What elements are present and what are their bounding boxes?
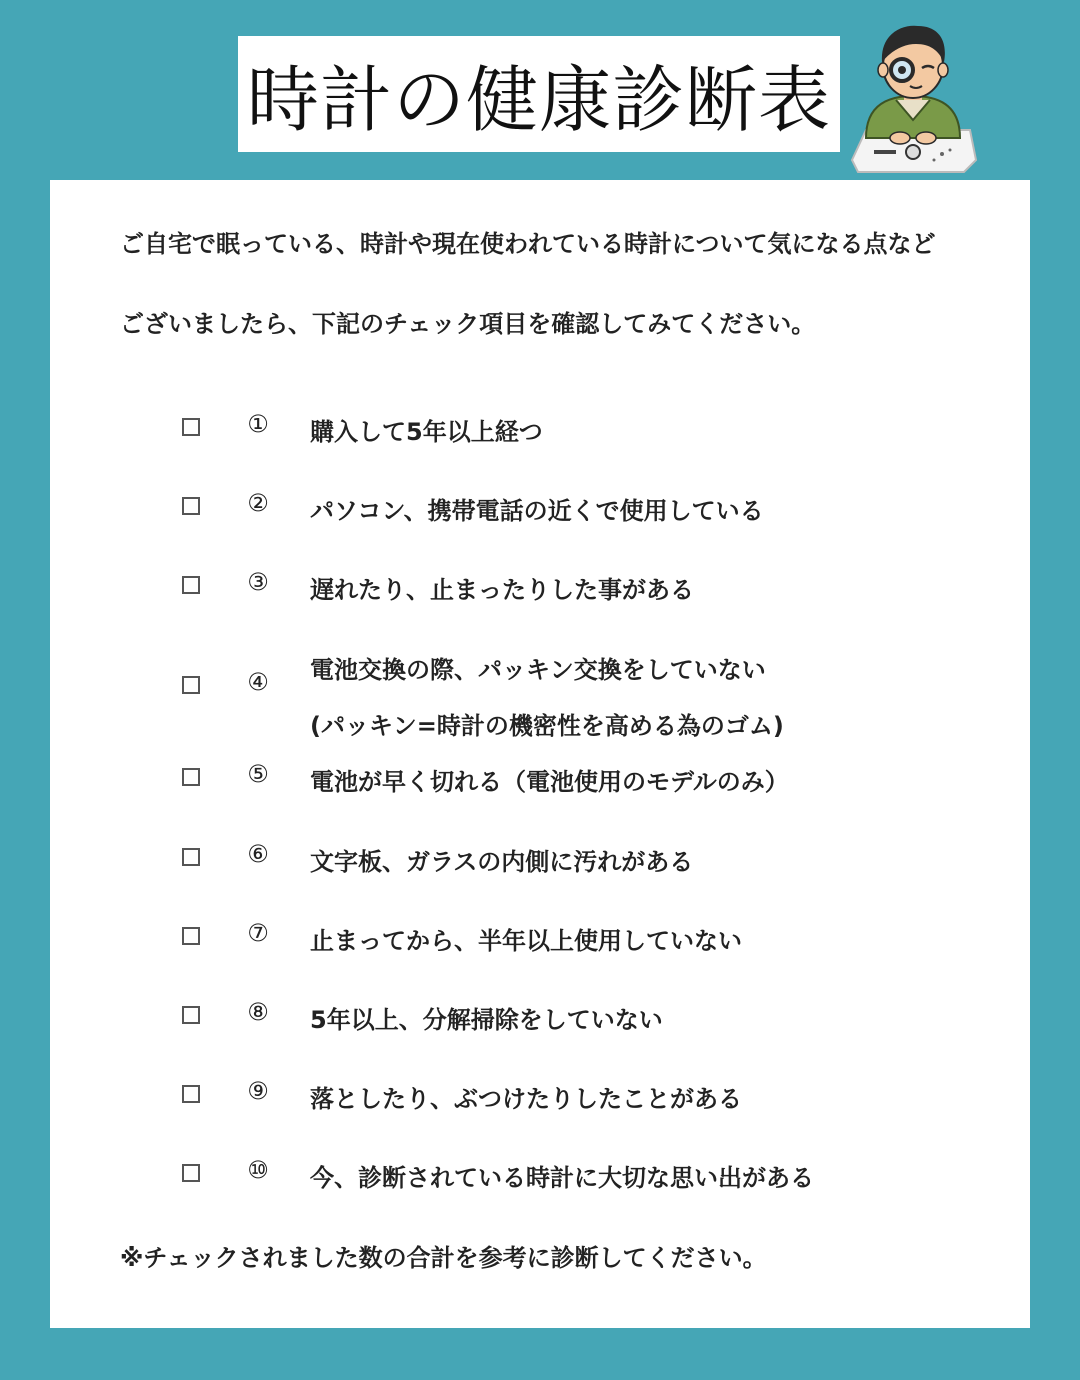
item-text: 電池が早く切れる（電池使用のモデルのみ） (310, 768, 789, 796)
checklist-item[interactable] (50, 487, 1030, 527)
item-note: (パッキン=時計の機密性を高める為のゴム) (310, 712, 784, 740)
checkbox[interactable] (182, 676, 200, 694)
footnote: ※チェックされました数の合計を参考に診断してください。 (120, 1244, 767, 1272)
checkbox[interactable] (182, 418, 200, 436)
checklist-item[interactable] (50, 758, 1030, 798)
item-text: 電池交換の際、パッキン交換をしていない (310, 656, 766, 684)
item-number: ⑧ (247, 998, 269, 1026)
checklist-item[interactable] (50, 838, 1030, 878)
checkbox[interactable] (182, 1164, 200, 1182)
checkbox[interactable] (182, 1085, 200, 1103)
checklist-item[interactable] (50, 917, 1030, 957)
item-number: ② (247, 489, 269, 517)
checklist-panel (50, 180, 1030, 1328)
item-text: パソコン、携帯電話の近くで使用している (310, 497, 764, 525)
checkbox[interactable] (182, 1006, 200, 1024)
watchmaker-with-loupe-icon (846, 20, 980, 176)
checklist-item[interactable] (50, 1154, 1030, 1194)
checklist-item[interactable] (50, 1075, 1030, 1115)
checklist-item[interactable] (50, 408, 1030, 448)
item-text: 落としたり、ぶつけたりしたことがある (310, 1085, 742, 1113)
item-number: ① (247, 410, 269, 438)
checkbox[interactable] (182, 927, 200, 945)
intro-line-1: ご自宅で眠っている、時計や現在使われている時計について気になる点など (120, 230, 936, 258)
item-text: 5年以上、分解掃除をしていない (310, 1006, 663, 1034)
item-number: ③ (247, 568, 269, 596)
item-number: ⑥ (247, 840, 269, 868)
item-number: ⑨ (247, 1077, 269, 1105)
title-box (238, 36, 840, 152)
checklist-item[interactable] (50, 566, 1030, 606)
checkbox[interactable] (182, 768, 200, 786)
item-number: ④ (247, 668, 269, 696)
item-text: 購入して5年以上経つ (310, 418, 543, 446)
item-text: 止まってから、半年以上使用していない (310, 927, 742, 955)
item-text: 文字板、ガラスの内側に汚れがある (310, 848, 694, 876)
item-number: ⑤ (247, 760, 269, 788)
item-number: ⑦ (247, 919, 269, 947)
item-text: 今、診断されている時計に大切な思い出がある (310, 1164, 814, 1192)
checklist-item[interactable] (50, 646, 1030, 756)
checkbox[interactable] (182, 848, 200, 866)
checkbox[interactable] (182, 497, 200, 515)
checklist-item[interactable] (50, 996, 1030, 1036)
page-title: 時計の健康診断表 (246, 58, 831, 142)
checkbox[interactable] (182, 576, 200, 594)
item-text: 遅れたり、止まったりした事がある (310, 576, 694, 604)
intro-line-2: ございましたら、下記のチェック項目を確認してみてください。 (120, 310, 816, 338)
item-number: ⑩ (247, 1156, 269, 1184)
